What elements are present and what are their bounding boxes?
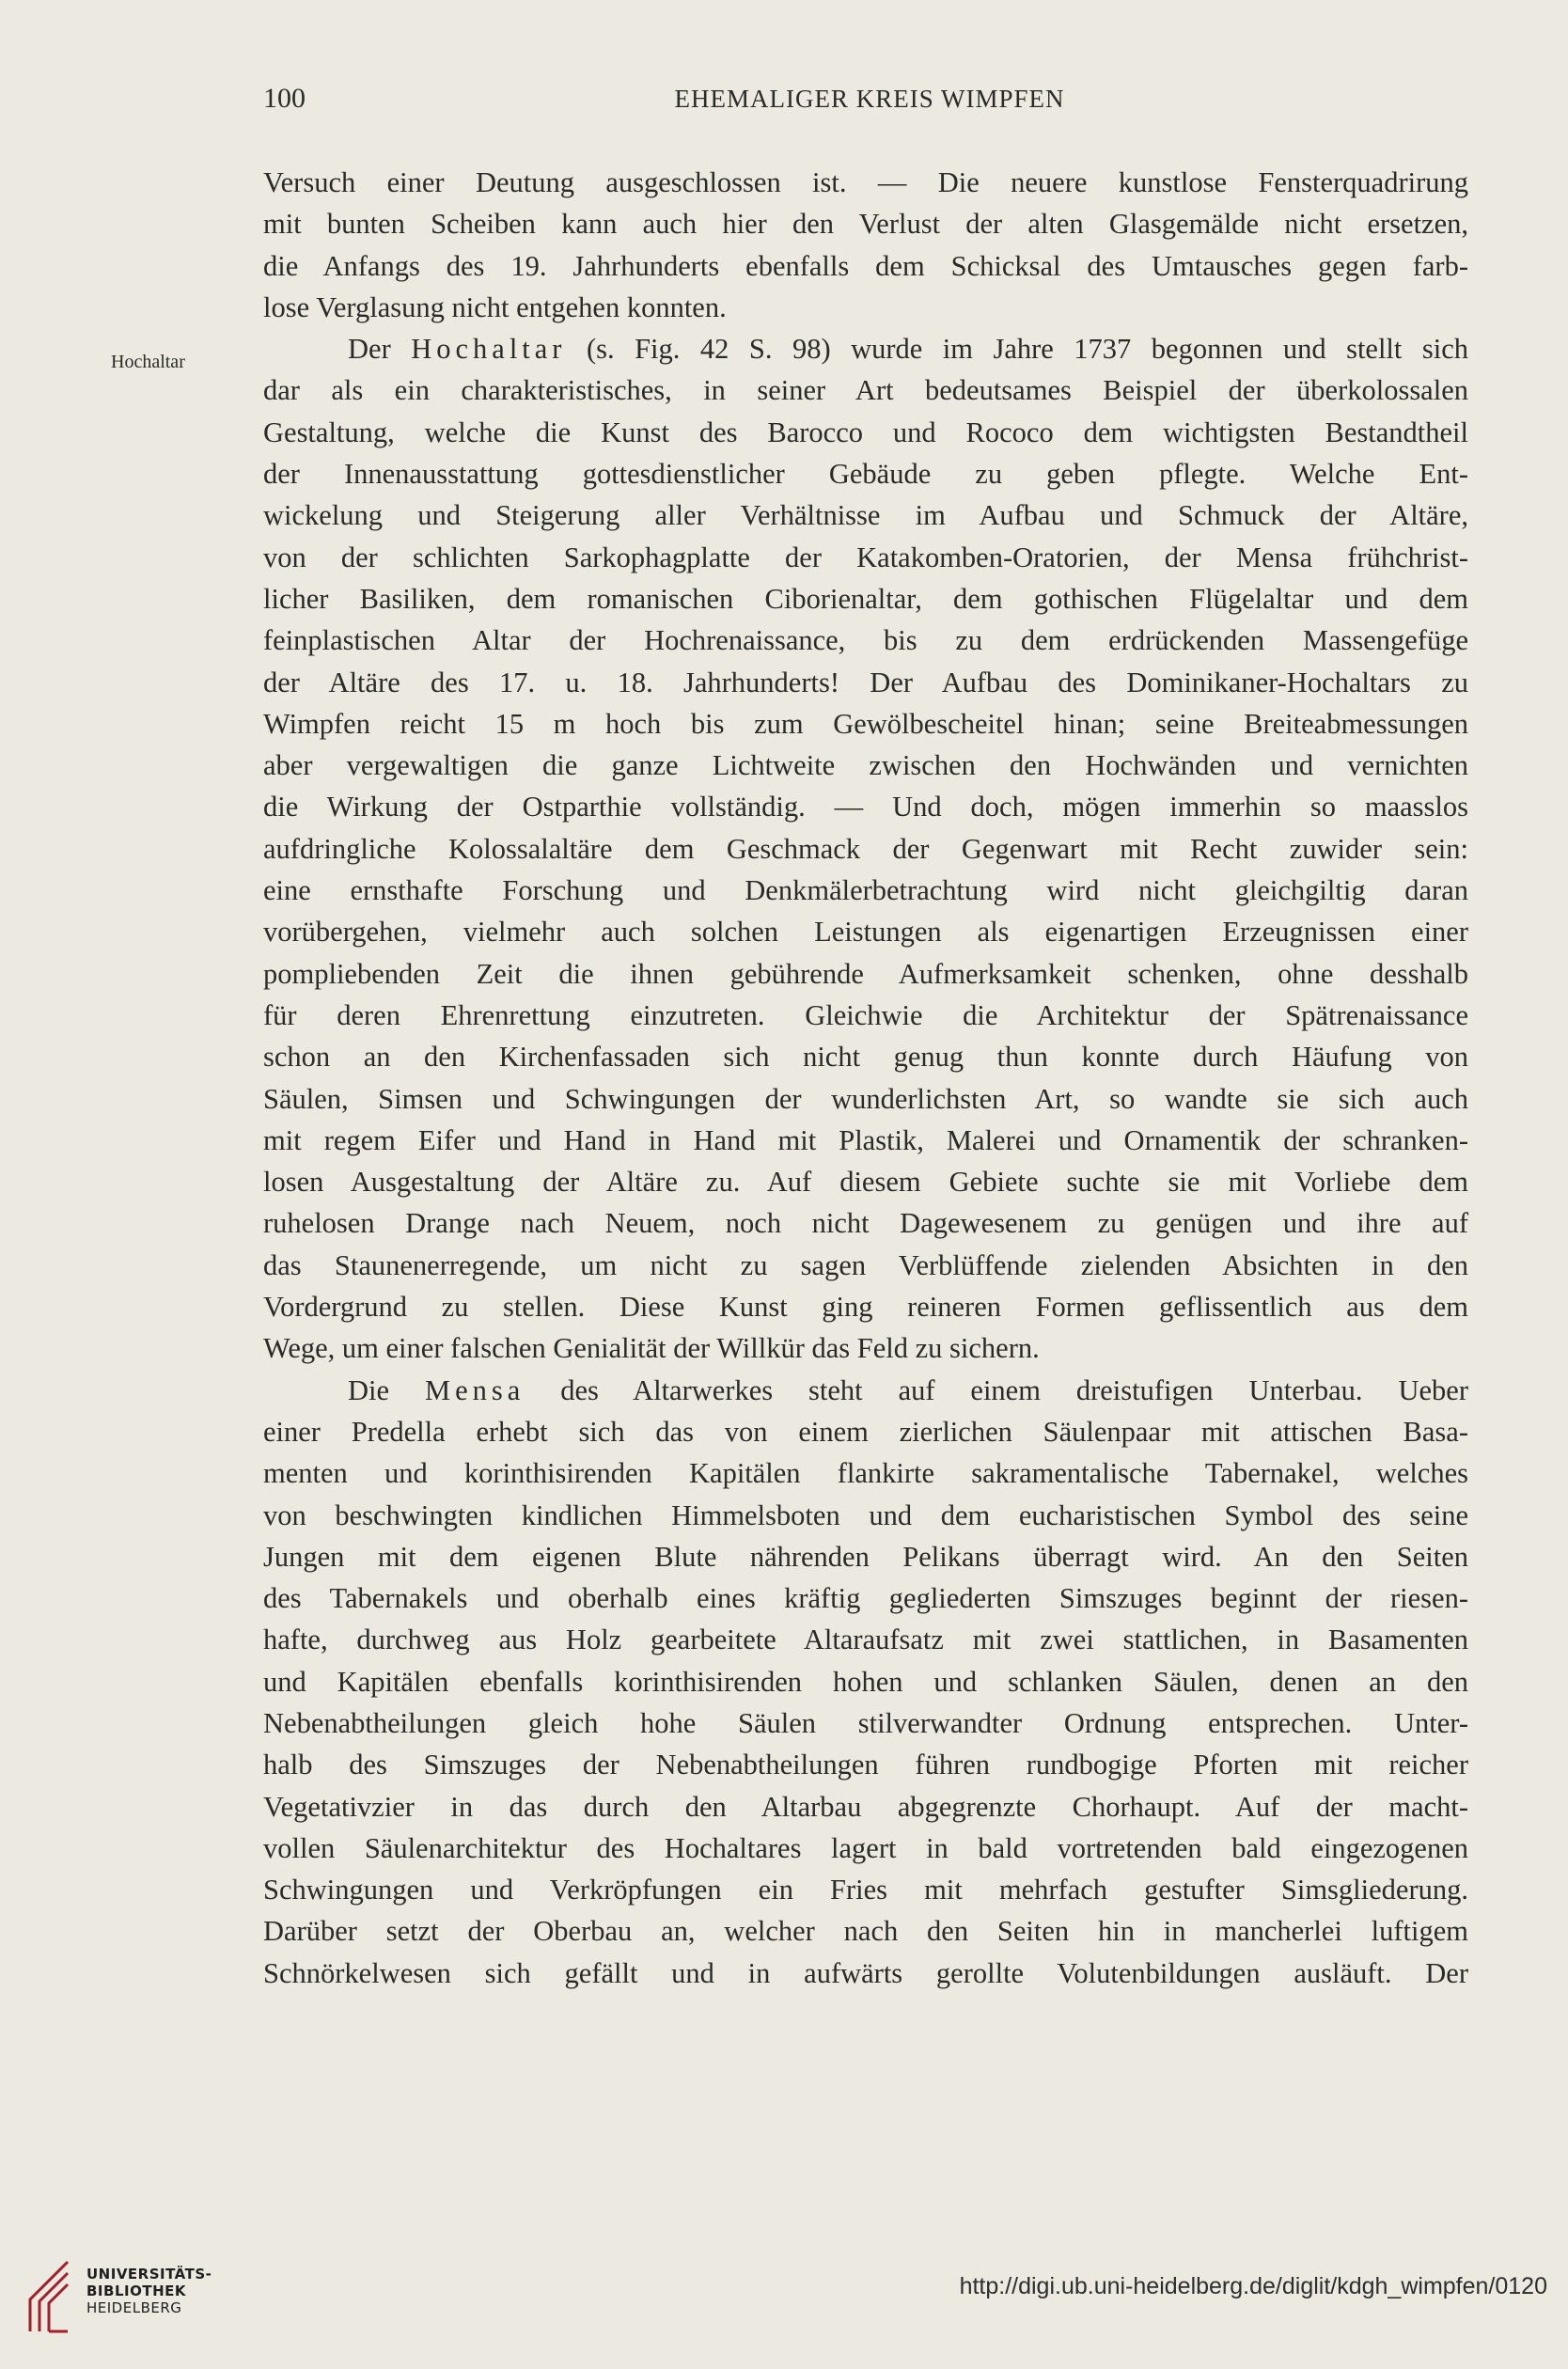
text-line: vorübergehen, vielmehr auch solchen Leistungen als eigenartigen Erzeugnissen einer [263,916,1468,949]
text-line: eine ernsthafte Forschung und Denkmälerbetrachtung wird nicht gleichgiltig daran [263,874,1468,907]
text-line: mit bunten Scheiben kann auch hier den Verlust der alten Glasgemälde nicht ersetzen, [263,208,1468,241]
text-line: das Staunenerregende, um nicht zu sagen Verblüffende zielenden Absichten in den [263,1248,1468,1281]
text-line: ruhelosen Drange nach Neuem, noch nicht Dagewesenem zu genügen und ihre auf [263,1207,1468,1240]
text-line: Vordergrund zu stellen. Diese Kunst ging reineren Formen geflissentlich aus dem [263,1291,1468,1324]
text-line: einer Predella erhebt sich das von einem zierlichen Säulenpaar mit attischen Basa- [263,1415,1468,1448]
library-emblem-icon [21,2256,77,2337]
text-line: Wege, um einer falschen Genialität der Willkür das Feld zu sichern. [263,1332,1040,1365]
text-line: pompliebenden Zeit die ihnen gebührende Aufmerksamkeit schenken, ohne desshalb [263,957,1468,990]
text-line: der Altäre des 17. u. 18. Jahrhunderts! Der Aufbau des Dominikaner-Hochaltars zu [263,666,1468,698]
text-line: Gestaltung, welche die Kunst des Barocco und Rococo dem wichtigsten Bestandtheil [263,416,1468,448]
text-line: von beschwingten kindlichen Himmelsboten und dem eucharistischen Symbol des seine [263,1498,1468,1531]
text-line: Versuch einer Deutung ausgeschlossen ist. — Die neuere kunstlose Fensterquadrirung [263,166,1468,198]
text-fragment: (s. Fig. 42 S. 98) wurde im Jahre 1737 begonnen und stellt sich [566,333,1468,366]
text-line: vollen Säulenarchitektur des Hochaltares lagert in bald vortretenden bald eingezogenen [263,1831,1468,1864]
text-line: halb des Simszuges der Nebenabtheilungen führen rundbogige Pforten mit reicher [263,1749,1468,1781]
spaced-term-hochaltar: Hochaltar [411,333,567,366]
text-line: Schwingungen und Verkröpfungen ein Fries mit mehrfach gestufter Simsgliederung. [263,1874,1468,1906]
text-line: aber vergewaltigen die ganze Lichtweite zwischen den Hochwänden und vernichten [263,749,1468,782]
text-line: Wimpfen reicht 15 m hoch bis zum Gewölbescheitel hinan; seine Breiteabmessungen [263,707,1468,740]
text-line: dar als ein charakteristisches, in seiner Art bedeutsames Beispiel der überkolossalen [263,374,1468,407]
text-line: Nebenabtheilungen gleich hohe Säulen stilverwandter Ordnung entsprechen. Unter- [263,1706,1468,1739]
text-line: der Innenausstattung gottesdienstlicher Gebäude zu geben pflegte. Welche Ent- [263,458,1468,491]
text-line: wickelung und Steigerung aller Verhältnisse im Aufbau und Schmuck der Altäre, [263,499,1468,532]
text-fragment: des Altarwerkes steht auf einem dreistufigen Unterbau. Ueber [525,1373,1468,1406]
library-name [86,2266,212,2316]
source-url-link[interactable]: http://digi.ub.uni-heidelberg.de/diglit/kdgh_wimpfen/0120 [959,2273,1547,2299]
text-line [263,1370,1468,1411]
text-line: Vegetativzier in das durch den Altarbau abgegrenzte Chorhaupt. Auf der macht- [263,1790,1468,1823]
text-line [263,328,1468,369]
text-line: für deren Ehrenrettung einzutreten. Gleichwie die Architektur der Spätrenaissance [263,998,1468,1031]
library-logo[interactable] [21,2256,1149,2350]
library-line-2: BIBLIOTHEK [86,2283,186,2299]
text-line: feinplastischen Altar der Hochrenaissance, bis zu dem erdrückenden Massengefüge [263,624,1468,657]
text-line: von der schlichten Sarkophagplatte der Katakomben-Oratorien, der Mensa frühchrist- [263,541,1468,573]
spaced-term-mensa: Mensa [424,1373,525,1406]
text-line: losen Ausgestaltung der Altäre zu. Auf diesem Gebiete suchte sie mit Vorliebe dem [263,1166,1468,1199]
library-line-3: HEIDELBERG [86,2299,182,2316]
body-text [263,162,1468,1994]
text-line: lose Verglasung nicht entgehen konnten. [263,290,727,323]
page-header [263,83,1476,124]
running-title: EHEMALIGER KREIS WIMPFEN [674,85,1065,113]
margin-note-hochaltar: Hochaltar [111,352,185,372]
text-line: die Anfangs des 19. Jahrhunderts ebenfalls dem Schicksal des Umtausches gegen farb- [263,249,1468,282]
text-line: die Wirkung der Ostparthie vollständig. — Und doch, mögen immerhin so maasslos [263,791,1468,824]
page-number: 100 [263,83,306,114]
text-line: mit regem Eifer und Hand in Hand mit Plastik, Malerei und Ornamentik der schranken- [263,1123,1468,1156]
text-line: Darüber setzt der Oberbau an, welcher nach den Seiten hin in mancherlei luftigem [263,1915,1468,1948]
text-line: und Kapitälen ebenfalls korinthisirenden hohen und schlanken Säulen, denen an den [263,1665,1468,1698]
library-line-1: UNIVERSITÄTS- [86,2266,212,2283]
text-line: licher Basiliken, dem romanischen Ciborienaltar, dem gothischen Flügelaltar und dem [263,582,1468,615]
text-fragment: Die [348,1373,425,1406]
text-line: des Tabernakels und oberhalb eines kräftig gegliederten Simszuges beginnt der riesen- [263,1582,1468,1615]
text-line: menten und korinthisirenden Kapitälen flankirte sakramentalische Tabernakel, welches [263,1457,1468,1490]
text-fragment: Der [348,333,412,366]
text-line: hafte, durchweg aus Holz gearbeitete Altaraufsatz mit zwei stattlichen, in Basamenten [263,1624,1468,1656]
text-line: schon an den Kirchenfassaden sich nicht genug thun konnte durch Häufung von [263,1041,1468,1074]
text-line: Säulen, Simsen und Schwingungen der wunderlichsten Art, so wandte sie sich auch [263,1082,1468,1115]
text-line: Schnörkelwesen sich gefällt und in aufwärts gerollte Volutenbildungen ausläuft. Der [263,1956,1468,1989]
text-line: Jungen mit dem eigenen Blute nährenden Pelikans überragt wird. An den Seiten [263,1540,1468,1573]
text-line: aufdringliche Kolossalaltäre dem Geschmack der Gegenwart mit Recht zuwider sein: [263,832,1468,865]
